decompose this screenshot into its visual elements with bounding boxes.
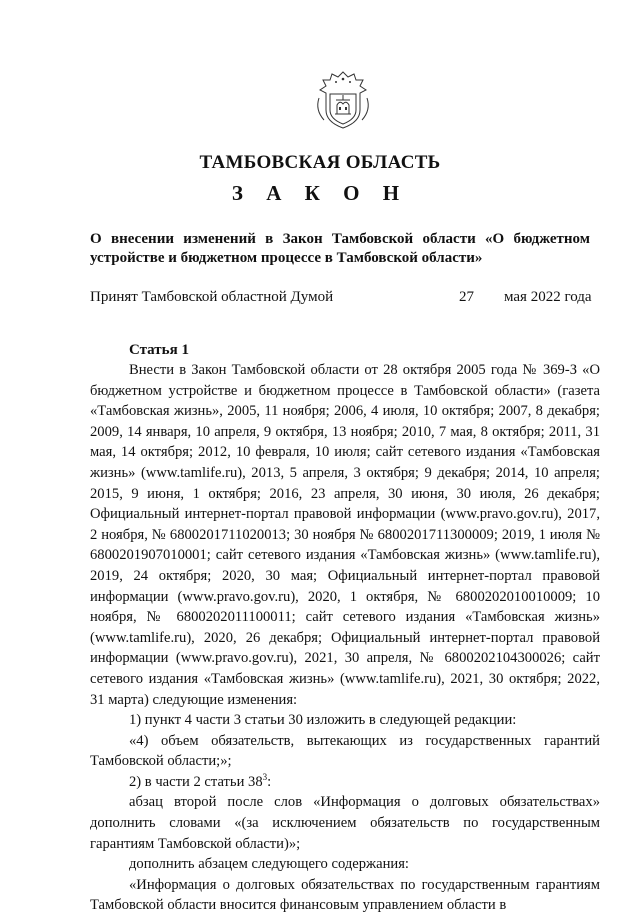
article-intro-paragraph: Внести в Закон Тамбовской области от 28 октября 2005 года № 369-З «О бюджетном устройстве и бюджетном процессе в Тамбовской области» (газета «Тамбовская жизнь», 2005, 11 ноября; 2006, 4 июля, 10 октября; 2007, 8 декабря; 2009, 14 января, 10 апреля, 9 октября, 13 ноября; 2010, 7 мая, 8 октября; 2011, 31 мая, 14 октября; 2012, 10 февраля, 10 июля; сайт сетевого издания «Тамбовская жизнь» (www.tamlife.ru), 2013, 5 апреля, 3 октября; 9 декабря; 2014, 10 апреля; 2015, 9 июня, 1 октября; 2016, 23 апреля, 30 июня, 30 июля, 26 декабря; Официальный интернет-портал правовой информации (www.pravo.gov.ru), 2017, 2 ноября, № 6800201711020013; 30 ноября № 6800201711300009; 2019, 1 июля № 6800201907010001; сайт сетевого издания «Тамбовская жизнь» (www.tamlife.ru), 2019, 24 октября; 2020, 30 мая; Официальный интернет-портал правовой информации (www.pravo.gov.ru), 2020, 1 октября, № 6800202010010009; 10 ноября, № 6800202011100011; сайт сетевого издания «Тамбовская жизнь» (www.tamlife.ru), 2020, 26 декабря; Официальный интернет-портал правовой информации (www.pravo.gov.ru), 2021, 30 апреля, № 6800202104300026; сайт сетевого издания «Тамбовская жизнь» (www.tamlife.ru), 2021, 30 октября; 2022, 31 марта) следующие изменения: — [90, 362, 600, 708]
amendment-item-2-colon: : — [267, 773, 272, 790]
amendment-item-2-paragraph-c: «Информация о долговых обязательствах по государственным гарантиям Тамбовской области вносится финансовым управлением области в — [90, 876, 600, 914]
document-type-title: З А К О Н — [231, 181, 409, 205]
amendment-item-2-paragraph-a: абзац второй после слов «Информация о долговых обязательствах» дополнить словами «(за исключением обязательств по государственным гарантиям Тамбовской области)»; — [90, 794, 600, 852]
article-number-superscript: 3 — [262, 772, 268, 783]
amendment-item-1: 1) пункт 4 части 3 статьи 30 изложить в следующей редакции: — [129, 712, 517, 729]
adoption-month-year: мая 2022 года — [504, 289, 592, 305]
amendment-item-2-paragraph-b: дополнить абзацем следующего содержания: — [129, 856, 409, 873]
law-subject-title: О внесении изменений в Закон Тамбовской области «О бюджетном устройстве и бюджетном процессе в Тамбовской области» — [90, 231, 590, 266]
region-title: ТАМБОВСКАЯ ОБЛАСТЬ — [199, 152, 441, 173]
article-body — [90, 360, 600, 916]
amendment-item-2 — [90, 772, 600, 793]
adoption-day: 27 — [459, 289, 474, 305]
coat-of-arms-emblem — [310, 70, 376, 130]
amendment-item-1-text: «4) объем обязательств, вытекающих из государственных гарантий Тамбовской области;»; — [90, 732, 600, 770]
article-heading: Статья 1 — [129, 342, 189, 358]
amendment-item-2-text: 2) в части 2 статьи 38 — [129, 773, 263, 790]
adoption-label: Принят Тамбовской областной Думой — [90, 289, 334, 305]
